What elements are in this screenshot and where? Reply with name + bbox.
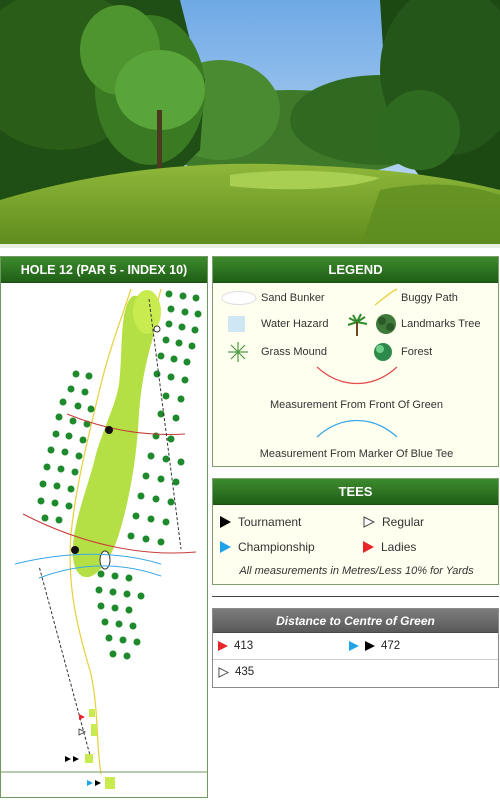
ladies-tee-icon (363, 541, 374, 553)
measure-front-label: Measurement From Front Of Green (270, 399, 443, 411)
ladies-tee-icon (218, 641, 228, 651)
measure-blue-label: Measurement From Marker Of Blue Tee (259, 448, 454, 460)
regular-distance-value: 435 (235, 666, 255, 678)
hole-map (1, 284, 207, 797)
regular-distance (218, 666, 254, 678)
distance-title: Distance to Centre of Green (213, 609, 498, 633)
landmarks-tree-label: Landmarks Tree (401, 318, 481, 330)
front-of-green-arc-icon (311, 363, 403, 389)
regular-tee-icon (363, 516, 375, 528)
distance-row (213, 634, 498, 660)
divider (212, 596, 499, 597)
sand-bunker-label: Sand Bunker (261, 292, 325, 304)
ladies-distance-value: 413 (234, 640, 254, 652)
legend-title: LEGEND (213, 257, 498, 283)
tee-tournament-label: Tournament (238, 515, 302, 529)
forest-icon (371, 341, 395, 363)
tee-championship (220, 540, 315, 554)
measurement-note: All measurements in Metres/Less 10% for Yards (239, 565, 474, 577)
regular-tee-icon (218, 667, 229, 678)
distance-row (213, 660, 498, 686)
hole-map-panel (0, 256, 208, 798)
water-hazard-icon (228, 316, 245, 332)
tee-championship-label: Championship (238, 540, 315, 554)
tee-ladies (363, 540, 416, 554)
championship-tournament-distance (349, 640, 400, 652)
tee-regular (363, 515, 424, 529)
grass-mound-label: Grass Mound (261, 346, 328, 358)
hole-title: HOLE 12 (PAR 5 - INDEX 10) (1, 257, 207, 283)
grass-mound-icon (227, 341, 249, 363)
tournament-tee-icon (220, 516, 231, 528)
forest-label: Forest (401, 346, 433, 358)
sand-bunker-icon (221, 291, 257, 305)
tees-panel (212, 478, 499, 585)
buggy-path-label: Buggy Path (401, 292, 458, 304)
tournament-tee-icon (365, 641, 375, 651)
ladies-distance (218, 640, 253, 652)
blue-tee-arc-icon (311, 415, 403, 441)
landmark-tree-icon (345, 312, 399, 338)
tees-title: TEES (213, 479, 498, 505)
buggy-path-icon (373, 287, 399, 307)
championship-tournament-distance-value: 472 (381, 640, 401, 652)
hole-photo (0, 0, 500, 248)
tee-ladies-label: Ladies (381, 540, 417, 554)
distance-panel (212, 608, 499, 688)
water-hazard-label: Water Hazard (261, 318, 329, 330)
tee-regular-label: Regular (382, 515, 425, 529)
tee-tournament (220, 515, 301, 529)
championship-tee-icon (349, 641, 359, 651)
legend-panel (212, 256, 499, 467)
championship-tee-icon (220, 541, 231, 553)
